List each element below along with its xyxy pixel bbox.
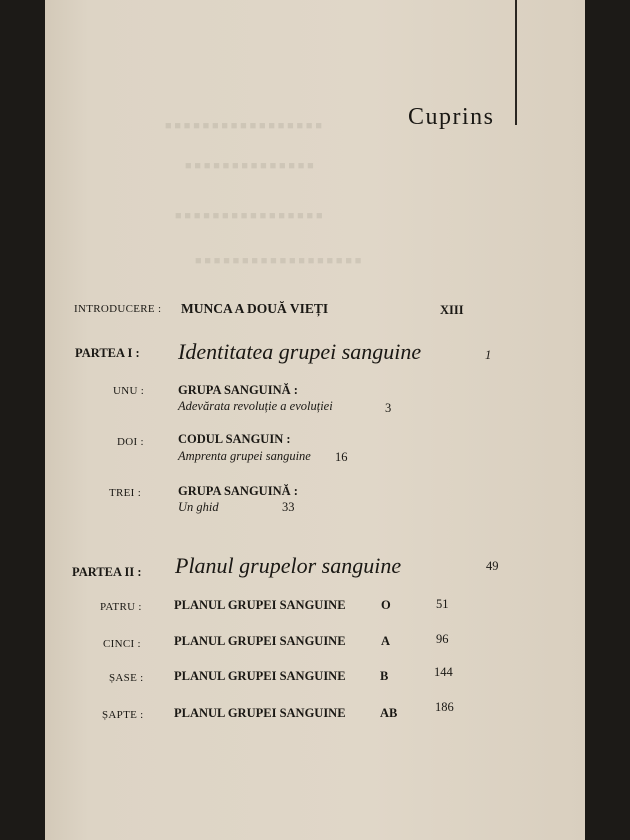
blood-type: O [381, 598, 391, 612]
intro-label: INTRODUCERE : [74, 303, 162, 315]
part-page: 1 [485, 348, 492, 362]
chapter-label: ȘASE : [109, 672, 144, 684]
chapter-label: CINCI : [103, 638, 141, 650]
chapter-title: GRUPA SANGUINĂ : [178, 383, 298, 397]
chapter-title: PLANUL GRUPEI SANGUINE [174, 706, 346, 720]
chapter-label: DOI : [117, 436, 144, 448]
chapter-label: PATRU : [100, 601, 142, 613]
intro-title: MUNCA A DOUĂ VIEȚI [181, 301, 329, 316]
chapter-title: CODUL SANGUIN : [178, 432, 291, 446]
chapter-title: PLANUL GRUPEI SANGUINE [174, 669, 346, 683]
part-page: 49 [486, 559, 499, 573]
intro-page: XIII [440, 303, 464, 317]
chapter-title: GRUPA SANGUINĂ : [178, 484, 298, 498]
chapter-page: 51 [436, 597, 449, 611]
chapter-page: 144 [434, 665, 453, 679]
chapter-title: PLANUL GRUPEI SANGUINE [174, 634, 346, 648]
bleed-through: ■ ■ ■ ■ ■ ■ ■ ■ ■ ■ ■ ■ ■ ■ [185, 160, 314, 172]
chapter-title: PLANUL GRUPEI SANGUINE [174, 598, 346, 612]
chapter-subtitle: Un ghid [178, 500, 219, 514]
part-label: PARTEA I : [75, 346, 140, 360]
chapter-label: UNU : [113, 385, 145, 397]
chapter-label: ȘAPTE : [102, 709, 144, 721]
chapter-label: TREI : [109, 487, 142, 499]
book-page [45, 0, 585, 840]
part-title: Planul grupelor sanguine [175, 553, 402, 578]
chapter-subtitle: Amprenta grupei sanguine [178, 449, 311, 463]
bleed-through: ■ ■ ■ ■ ■ ■ ■ ■ ■ ■ ■ ■ ■ ■ ■ ■ ■ ■ [195, 255, 362, 267]
vertical-rule [515, 0, 517, 125]
blood-type: A [381, 634, 391, 648]
bleed-through: ■ ■ ■ ■ ■ ■ ■ ■ ■ ■ ■ ■ ■ ■ ■ ■ [175, 210, 323, 222]
chapter-page: 96 [436, 632, 449, 646]
chapter-page: 3 [385, 401, 392, 415]
chapter-page: 33 [282, 500, 295, 514]
blood-type: AB [380, 706, 398, 720]
part-label: PARTEA II : [72, 565, 142, 579]
part-title: Identitatea grupei sanguine [178, 339, 422, 364]
bleed-through: ■ ■ ■ ■ ■ ■ ■ ■ ■ ■ ■ ■ ■ ■ ■ ■ ■ [165, 120, 322, 132]
chapter-page: 186 [435, 700, 454, 714]
chapter-subtitle: Adevărata revoluție a evoluției [178, 399, 333, 413]
chapter-page: 16 [335, 450, 348, 464]
page-title: Cuprins [408, 104, 495, 130]
blood-type: B [380, 669, 389, 683]
